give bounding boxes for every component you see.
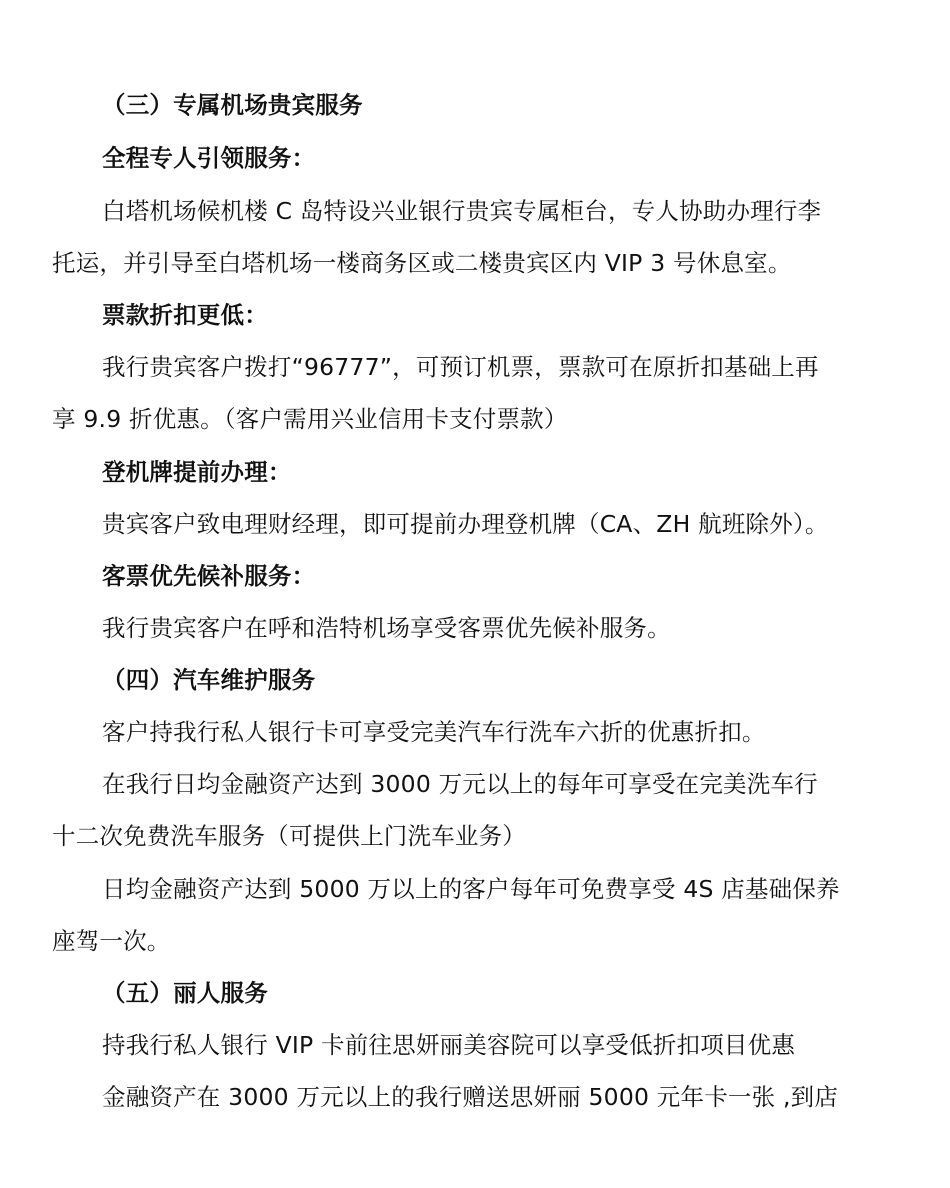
paragraph-line: 十二次免费洗车服务（可提供上门洗车业务） (52, 822, 526, 850)
section-heading-airport: （三）专属机场贵宾服务 (102, 91, 363, 119)
subheading-ticket-discount: 票款折扣更低： (102, 301, 268, 329)
paragraph-line: 金融资产在 3000 万元以上的我行赠送思妍丽 5000 元年卡一张 ,到店 (102, 1083, 839, 1111)
subheading-standby-service: 客票优先候补服务： (102, 562, 316, 590)
paragraph-line: 白塔机场候机楼 C 岛特设兴业银行贵宾专属柜台，专人协助办理行李 (102, 197, 822, 225)
subheading-escort-service: 全程专人引领服务： (102, 144, 316, 172)
paragraph-line: 享 9.9 折优惠。（客户需用兴业信用卡支付票款） (52, 405, 568, 433)
paragraph-line: 座驾一次。 (52, 927, 171, 955)
subheading-boarding-pass: 登机牌提前办理： (102, 458, 292, 486)
paragraph-line: 日均金融资产达到 5000 万以上的客户每年可免费享受 4S 店基础保养 (102, 875, 840, 903)
paragraph-line: 在我行日均金融资产达到 3000 万元以上的每年可享受在完美洗车行 (102, 770, 818, 798)
paragraph-line: 托运，并引导至白塔机场一楼商务区或二楼贵宾区内 VIP 3 号休息室。 (52, 249, 792, 277)
paragraph-line: 贵宾客户致电理财经理，即可提前办理登机牌（CA、ZH 航班除外）。 (102, 510, 829, 538)
paragraph-line: 客户持我行私人银行卡可享受完美汽车行洗车六折的优惠折扣。 (102, 718, 766, 746)
paragraph-line: 我行贵宾客户拨打“96777”，可预订机票，票款可在原折扣基础上再 (102, 353, 819, 381)
paragraph-line: 我行贵宾客户在呼和浩特机场享受客票优先候补服务。 (102, 614, 671, 642)
section-heading-beauty: （五）丽人服务 (102, 979, 268, 1007)
paragraph-line: 持我行私人银行 VIP 卡前往思妍丽美容院可以享受低折扣项目优惠 (102, 1031, 796, 1059)
section-heading-car-maintenance: （四）汽车维护服务 (102, 666, 316, 694)
